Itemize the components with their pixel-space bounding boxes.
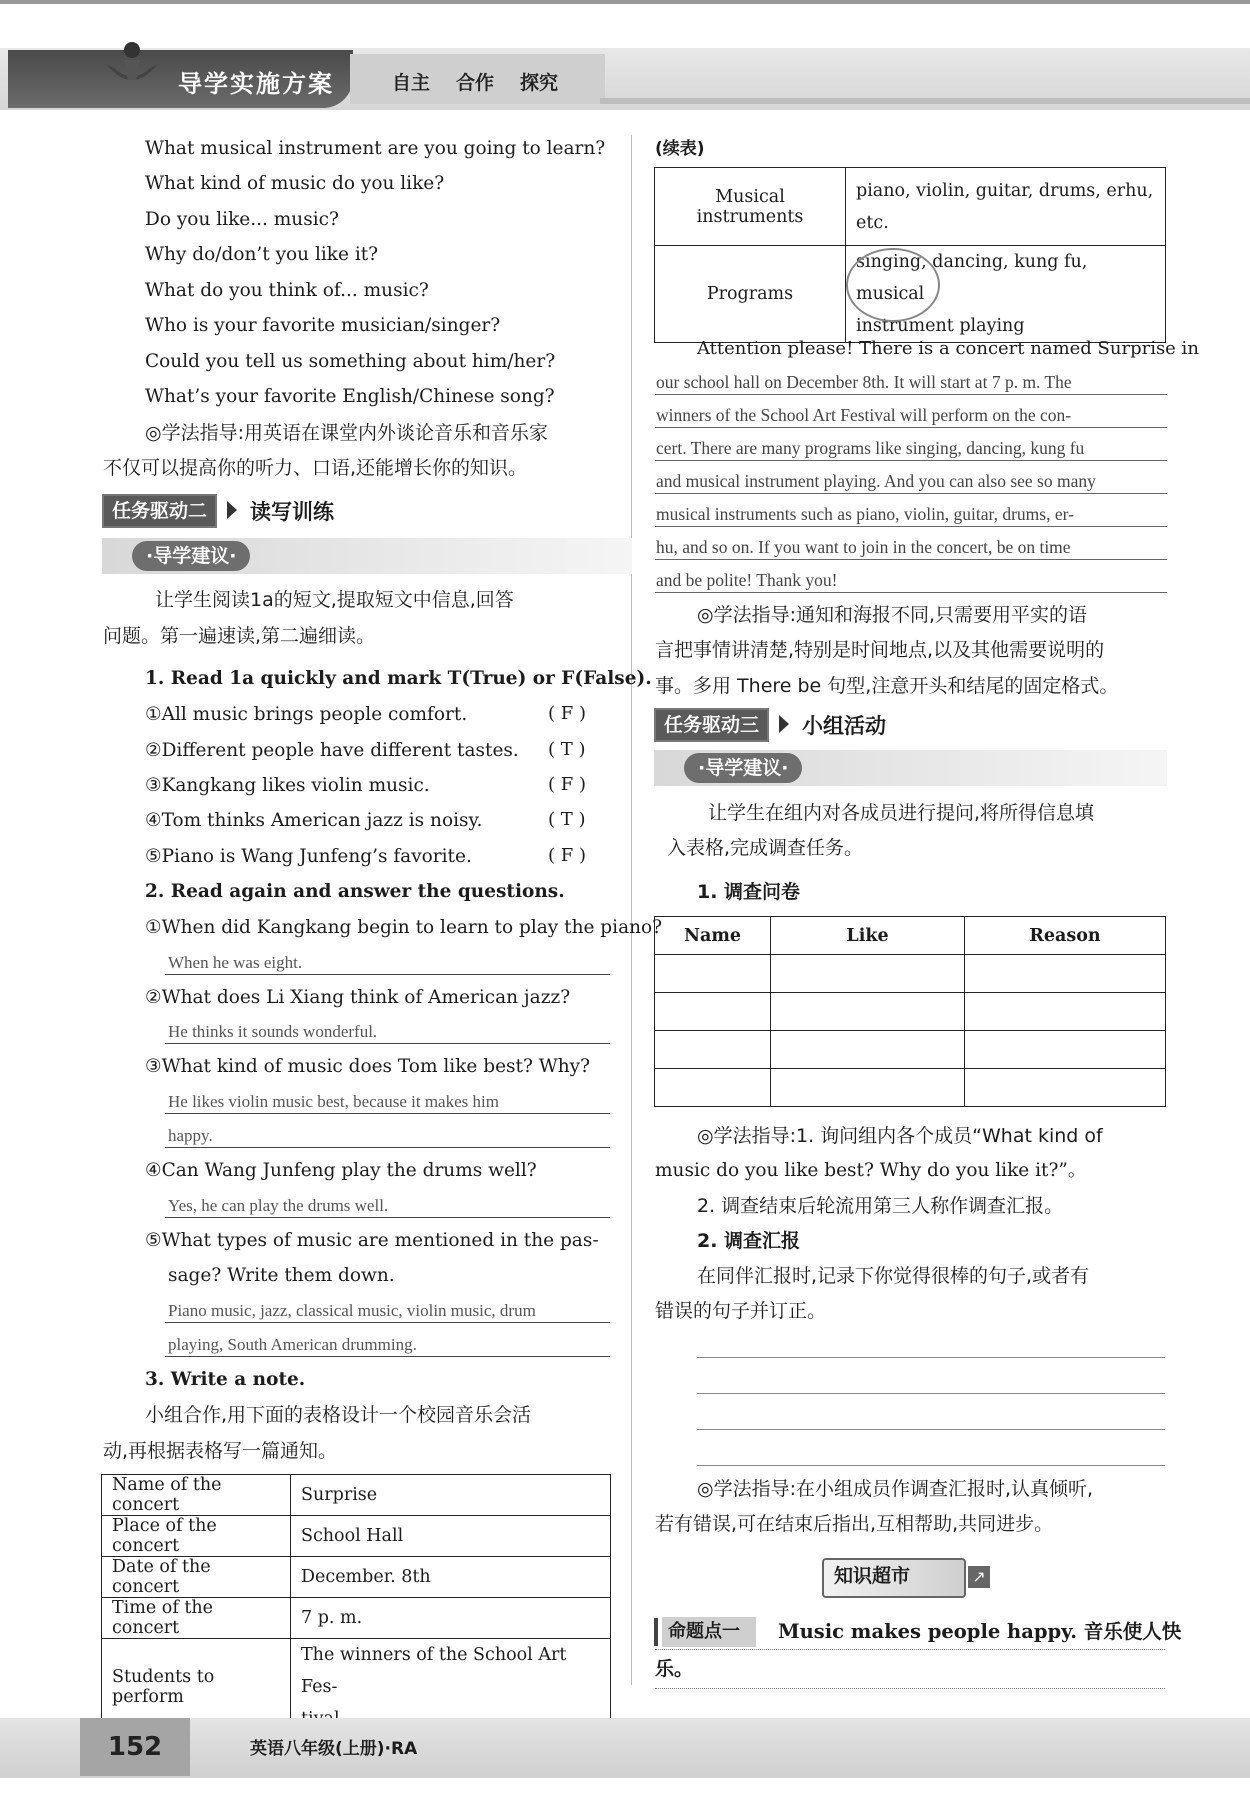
cell-line: The winners of the School Art Fes- <box>301 1645 567 1697</box>
answer-line <box>165 1113 610 1114</box>
header-title: 导学实施方案 <box>178 70 334 98</box>
answer: He thinks it sounds wonderful. <box>168 1022 378 1041</box>
question-line: Do you like... music? <box>145 209 339 230</box>
table-cell[interactable] <box>965 1069 1166 1107</box>
tag-cooperate: 合作 <box>456 72 495 94</box>
cell-line: piano, violin, guitar, drums, erhu, <box>856 180 1154 201</box>
table-cell: 7 p. m. <box>291 1598 611 1639</box>
table-cell[interactable] <box>771 993 965 1031</box>
exercise-title: 3. Write a note. <box>145 1369 306 1390</box>
question: ⑤What types of music are mentioned in the pas- <box>145 1230 599 1251</box>
question-line: Why do/don’t you like it? <box>145 244 379 265</box>
table-cell: Name of the concert <box>102 1475 291 1516</box>
task-badge: 任务驱动三 <box>654 708 769 742</box>
question-line: What’s your favorite English/Chinese song? <box>145 386 555 407</box>
table-cell[interactable] <box>965 955 1166 993</box>
notice-line: our school hall on December 8th. It will start at 7 p. m. The <box>656 372 1072 392</box>
table-cell: Place of the concert <box>102 1516 291 1557</box>
study-tip: music do you like best? Why do you like it?”。 <box>655 1160 1087 1181</box>
table-row <box>102 1516 611 1557</box>
book-title: 英语八年级(上册)·RA <box>250 1739 418 1759</box>
guide-text: 让学生阅读1a的短文,提取短文中信息,回答 <box>155 589 514 611</box>
tf-answer: ( T ) <box>548 739 586 760</box>
question-line: Could you tell us something about him/her? <box>145 351 556 372</box>
table-header: Like <box>771 917 965 955</box>
knowledge-title: 知识超市 <box>834 1565 911 1587</box>
guide-label: ·导学建议· <box>132 541 250 571</box>
writing-line[interactable] <box>697 1429 1165 1430</box>
dotted-rule <box>655 1649 1165 1650</box>
study-tip: ◎学法指导:通知和海报不同,只需要用平实的语 <box>697 604 1088 626</box>
question: ①When did Kangkang begin to learn to play the piano? <box>145 917 663 938</box>
continued-label: (续表) <box>655 139 705 159</box>
study-tip: 事。多用 There be 句型,注意开头和结尾的固定格式。 <box>655 675 1119 697</box>
table-cell[interactable] <box>655 1069 771 1107</box>
report-title: 2. 调查汇报 <box>697 1230 801 1252</box>
table-row <box>655 993 1166 1031</box>
report-text: 错误的句子并订正。 <box>655 1300 827 1322</box>
notice-rule <box>655 592 1167 593</box>
table-cell <box>846 168 1166 246</box>
guide-text: 让学生在组内对各成员进行提问,将所得信息填 <box>708 802 1095 824</box>
table-cell: Musical instruments <box>655 168 846 246</box>
study-tip: 2. 调查结束后轮流用第三人称作调查汇报。 <box>697 1195 1064 1217</box>
reading-figure-icon <box>102 40 162 100</box>
exercise-title: 1. Read 1a quickly and mark T(True) or F(False). <box>145 668 652 689</box>
answer-line <box>165 974 610 975</box>
question-line: What do you think of... music? <box>145 280 429 301</box>
table-cell: Students to perform <box>102 1639 291 1736</box>
answer: playing, South American drumming. <box>168 1335 417 1354</box>
tf-item: ③Kangkang likes violin music. <box>145 775 430 796</box>
writing-line[interactable] <box>697 1393 1165 1394</box>
guide-text: 问题。第一遍速读,第二遍细读。 <box>103 625 376 647</box>
question: sage? Write them down. <box>168 1265 395 1286</box>
tf-item: ④Tom thinks American jazz is noisy. <box>145 810 483 831</box>
exercise-title: 2. Read again and answer the questions. <box>145 881 565 902</box>
top-rule <box>0 0 1250 4</box>
tf-answer: ( F ) <box>548 845 586 866</box>
answer: Yes, he can play the drums well. <box>168 1196 389 1215</box>
notice-line: Attention please! There is a concert named Surprise in <box>697 338 1199 359</box>
answer: happy. <box>168 1126 213 1145</box>
table-row <box>655 168 1166 246</box>
notice-line: and be polite! Thank you! <box>656 570 838 590</box>
arrow-icon <box>227 501 237 519</box>
notice-line: hu, and so on. If you want to join in the concert, be on time <box>656 537 1071 557</box>
notice-rule <box>655 493 1167 494</box>
answer-line <box>165 1217 610 1218</box>
point-label: 命题点一 <box>668 1621 740 1642</box>
table-cell[interactable] <box>655 1031 771 1069</box>
tag-self: 自主 <box>392 72 431 94</box>
report-text: 在同伴汇报时,记录下你觉得很棒的句子,或者有 <box>697 1265 1090 1287</box>
notice-line: cert. There are many programs like singing, dancing, kung fu <box>656 438 1085 458</box>
table-cell[interactable] <box>965 993 1166 1031</box>
tf-item: ①All music brings people comfort. <box>145 704 468 725</box>
question-line: What musical instrument are you going to learn? <box>145 138 606 159</box>
notice-rule <box>655 427 1167 428</box>
question-line: What kind of music do you like? <box>145 173 445 194</box>
table-cell[interactable] <box>771 955 965 993</box>
guide-text: 入表格,完成调查任务。 <box>667 837 864 859</box>
point-text: Music makes people happy. 音乐使人快 <box>778 1620 1182 1643</box>
table-cell[interactable] <box>655 955 771 993</box>
page-number: 152 <box>80 1718 190 1776</box>
table-row <box>655 917 1166 955</box>
table-cell[interactable] <box>965 1031 1166 1069</box>
table-row <box>102 1598 611 1639</box>
guide-label: ·导学建议· <box>684 753 802 783</box>
survey-table <box>654 916 1166 1107</box>
study-tip: ◎学法指导:1. 询问组内各个成员“What kind of <box>697 1125 1103 1147</box>
table-header: Name <box>655 917 771 955</box>
arrow-box-icon: ↗ <box>968 1566 990 1588</box>
arrow-icon <box>779 715 789 733</box>
table-cell: Time of the concert <box>102 1598 291 1639</box>
task-name: 小组活动 <box>802 714 886 738</box>
answer: Piano music, jazz, classical music, violin music, drum <box>168 1301 536 1320</box>
tf-answer: ( F ) <box>548 774 586 795</box>
header-tags <box>350 54 605 104</box>
answer-line <box>165 1356 610 1357</box>
exercise-intro: 动,再根据表格写一篇通知。 <box>103 1440 338 1462</box>
writing-line[interactable] <box>697 1357 1165 1358</box>
notice-rule <box>655 460 1167 461</box>
table-header: Reason <box>965 917 1166 955</box>
table-row <box>655 955 1166 993</box>
question: ②What does Li Xiang think of American jazz? <box>145 987 571 1008</box>
table-cell: December. 8th <box>291 1557 611 1598</box>
study-tip: 不仅可以提高你的听力、口语,还能增长你的知识。 <box>103 457 528 479</box>
writing-line[interactable] <box>697 1465 1165 1466</box>
table-cell[interactable] <box>771 1031 965 1069</box>
cell-line: instrument playing <box>856 316 1025 336</box>
notice-rule <box>655 526 1167 527</box>
table-row <box>102 1475 611 1516</box>
answer: He likes violin music best, because it makes him <box>168 1092 499 1111</box>
study-tip: ◎学法指导:在小组成员作调查汇报时,认真倾听, <box>697 1478 1094 1500</box>
dotted-rule <box>655 1688 1165 1689</box>
table-row <box>655 1069 1166 1107</box>
question-line: Who is your favorite musician/singer? <box>145 315 501 336</box>
notice-rule <box>655 559 1167 560</box>
study-tip: 若有错误,可在结束后指出,互相帮助,共同进步。 <box>655 1513 1054 1535</box>
task-badge: 任务驱动二 <box>102 494 217 528</box>
question: ③What kind of music does Tom like best? Why? <box>145 1056 591 1077</box>
survey-title: 1. 调查问卷 <box>697 881 801 903</box>
table-cell[interactable] <box>771 1069 965 1107</box>
concert-table <box>101 1474 611 1736</box>
tf-item: ②Different people have different tastes. <box>145 740 519 761</box>
answer: When he was eight. <box>168 953 303 972</box>
table-cell: Programs <box>655 246 846 343</box>
answer-line <box>165 1322 610 1323</box>
stamp-icon <box>846 248 940 322</box>
cell-line: singing, dancing, kung fu, musical <box>856 252 1088 304</box>
point-bar <box>654 1618 658 1646</box>
column-divider <box>631 135 632 1685</box>
cell-line: etc. <box>856 212 889 233</box>
table-cell: School Hall <box>291 1516 611 1557</box>
table-row <box>102 1557 611 1598</box>
table-row <box>655 1031 1166 1069</box>
table-cell[interactable] <box>655 993 771 1031</box>
notice-line: musical instruments such as piano, violin, guitar, drums, er- <box>656 504 1074 524</box>
notice-line: and musical instrument playing. And you can also see so many <box>656 471 1096 491</box>
notice-rule <box>655 394 1167 395</box>
notice-line: winners of the School Art Festival will perform on the con- <box>656 405 1072 425</box>
tf-answer: ( T ) <box>548 809 586 830</box>
study-tip: ◎学法指导:用英语在课堂内外谈论音乐和音乐家 <box>145 422 548 444</box>
study-tip: 言把事情讲清楚,特别是时间地点,以及其他需要说明的 <box>655 639 1105 661</box>
point-text: 乐。 <box>655 1658 694 1680</box>
exercise-intro: 小组合作,用下面的表格设计一个校园音乐会活 <box>145 1404 532 1426</box>
tag-explore: 探究 <box>520 72 559 94</box>
question: ④Can Wang Junfeng play the drums well? <box>145 1160 537 1181</box>
tf-answer: ( F ) <box>548 703 586 724</box>
table-cell: Surprise <box>291 1475 611 1516</box>
tf-item: ⑤Piano is Wang Junfeng’s favorite. <box>145 846 472 867</box>
answer-line <box>165 1043 610 1044</box>
table-cell: Date of the concert <box>102 1557 291 1598</box>
answer-line <box>165 1147 610 1148</box>
task-name: 读写训练 <box>250 500 334 524</box>
header-rule <box>600 98 1250 104</box>
